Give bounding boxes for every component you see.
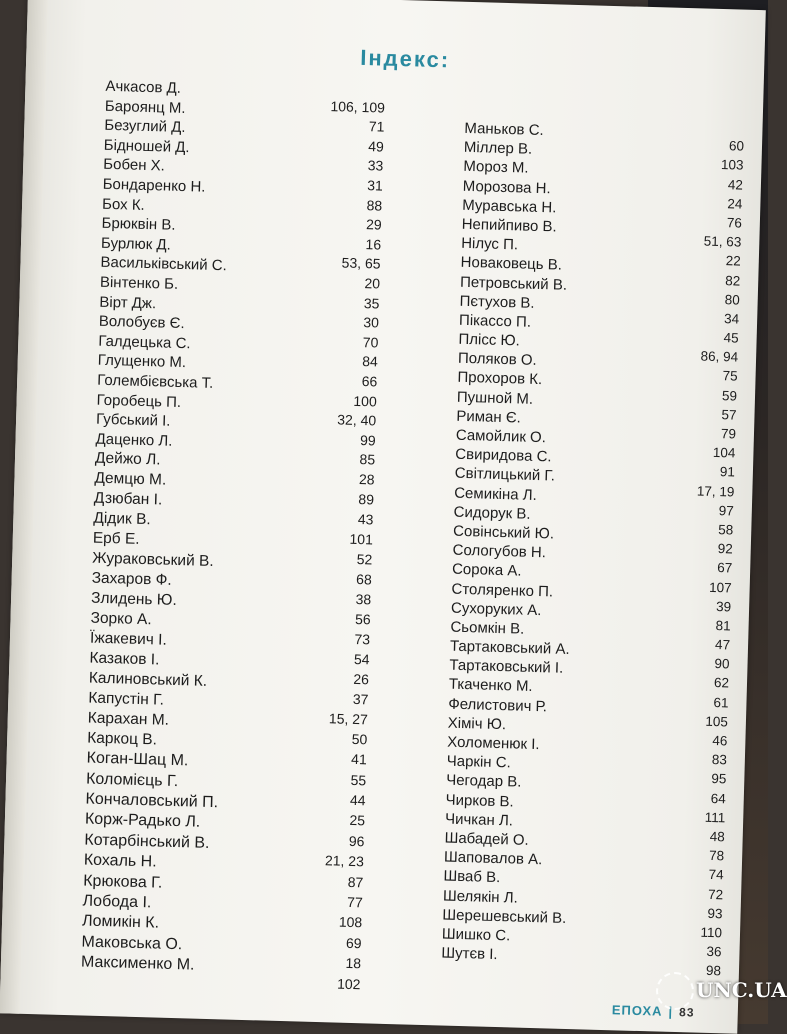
entry-name: Фелистович Р. [448,695,548,715]
entry-name: Вінтенко Б. [99,273,179,293]
entry-name: Калиновський К. [88,669,208,691]
entry-name: Мороз М. [463,158,529,177]
entry-name: Плісс Ю. [458,330,521,350]
entry-pages: 56 [354,611,371,628]
entry-pages: 83 [711,752,728,768]
entry-pages: 99 [359,431,376,449]
entry-pages: 44 [349,791,366,809]
entry-name: Жураковський В. [92,549,214,571]
entry-name: Даценко Л. [95,430,173,450]
entry-pages: 81 [715,617,731,634]
entry-pages: 93 [707,905,723,922]
entry-pages: 79 [720,426,737,442]
entry-name: Шишко С. [441,925,511,945]
entry-pages: 36 [706,943,722,960]
entry-pages: 49 [368,137,385,155]
entry-pages: 20 [364,275,381,292]
index-column-left [80,78,385,1002]
entry-name: Шутєв І. [441,944,498,964]
entry-name: Чичкан Л. [444,810,514,830]
entry-pages: 72 [707,886,724,902]
entry-name: Капустін Г. [88,689,165,709]
entry-name: Лобода І. [82,892,152,912]
entry-pages: 76 [726,215,743,231]
entry-name: Сорока А. [451,560,522,580]
entry-pages: 87 [347,873,364,890]
entry-name: Пікассо П. [458,311,532,331]
entry-pages: 48 [709,828,725,845]
entry-pages: 24 [727,195,743,212]
entry-name: Бароянц М. [104,97,186,117]
entry-pages: 45 [723,330,739,346]
entry-pages: 35 [363,294,380,312]
watermark [656,970,787,1010]
entry-name: Сидорук В. [453,503,531,523]
entry-pages: 34 [723,311,740,327]
entry-name: Кохаль Н. [83,851,157,871]
entry-pages: 42 [727,176,744,193]
entry-name: Бобен Х. [103,156,166,175]
entry-name: Новаковець В. [460,254,563,274]
entry-pages: 82 [725,272,741,289]
entry-pages: 53, 65 [341,254,381,272]
entry-pages: 64 [710,790,727,806]
entry-pages: 95 [711,771,727,787]
entry-name: Пєтухов В. [459,292,535,312]
entry-pages: 52 [356,551,373,568]
entry-name: Дідик В. [93,509,151,529]
entry-pages: 54 [353,651,370,668]
entry-pages: 43 [357,511,374,528]
entry-name: Непийпиво В. [461,215,557,236]
entry-pages: 110 [700,924,723,941]
entry-pages: 18 [345,955,362,972]
entry-pages: 50 [351,731,368,748]
entry-pages: 16 [365,235,382,253]
entry-name: Нілус П. [460,234,519,254]
entry-pages: 58 [718,522,734,538]
entry-name: Самойлик О. [455,426,547,447]
entry-pages: 41 [350,751,367,768]
entry-pages: 108 [338,914,363,931]
entry-name: Горобець П. [96,391,182,411]
entry-pages: 17, 19 [696,483,735,500]
entry-pages: 39 [715,598,732,615]
entry-name: Каркоц В. [86,729,158,749]
entry-name: Глущенко М. [97,351,187,372]
entry-name: Свиридова С. [455,445,552,466]
entry-pages: 80 [724,291,740,308]
entry-pages: 89 [358,491,375,508]
entry-pages: 92 [717,541,733,557]
entry-name: Кончаловський П. [85,790,219,812]
entry-name: Бідношей Д. [103,136,190,156]
entry-pages: 101 [349,531,374,548]
entry-name: Морозова Н. [462,177,551,197]
watermark-text: UNC.UA [696,978,787,1002]
entry-name: Котарбінський В. [84,831,210,852]
entry-pages: 97 [718,502,735,519]
entry-name: Галдецька С. [98,332,191,352]
entry-name: Вірт Дж. [99,293,157,312]
entry-pages: 88 [366,196,383,214]
entry-pages: 30 [363,314,380,331]
entry-name: Шелякін Л. [442,887,519,907]
entry-pages: 111 [704,809,726,826]
entry-name: Дзюбан І. [93,489,163,509]
entry-pages: 73 [354,631,371,648]
entry-pages: 38 [355,591,372,608]
footer-separator: | [668,1003,674,1019]
entry-pages: 31 [366,177,383,194]
entry-pages: 96 [348,832,365,850]
entry-name: Прохоров К. [457,369,543,389]
entry-pages: 67 [716,560,733,576]
entry-pages: 69 [345,934,362,952]
entry-pages: 33 [367,157,384,174]
entry-name: Чегодар В. [445,771,522,792]
entry-name: Корж-Радько Л. [84,810,201,832]
entry-pages: 91 [719,464,736,480]
watermark-logo-icon [656,972,694,1010]
entry-name: Ткаченко М. [448,676,533,696]
entry-pages: 37 [352,691,369,708]
entry-name: Муравська Н. [462,196,557,217]
entry-name: Маковська О. [81,933,183,954]
entry-pages: 102 [336,975,361,992]
entry-name: Шаповалов А. [443,848,543,869]
page-title: Індекс: [359,44,451,73]
entry-name: Казаков І. [89,649,160,669]
entry-pages: 21, 23 [324,852,365,870]
entry-name: Захаров Ф. [91,569,172,590]
entry-name: Коган-Шац М. [86,749,189,770]
entry-pages: 70 [362,333,379,351]
entry-name: Злидень Ю. [90,589,177,610]
entry-name: Поляков О. [457,349,537,370]
entry-pages: 59 [721,387,738,404]
entry-name: Ерб Е. [92,529,140,549]
entry-name: Дейжо Л. [94,449,161,469]
entry-pages: 107 [708,579,732,595]
entry-pages: 105 [705,713,729,730]
index-column-right [441,120,745,991]
page-number: 83 [678,1005,695,1020]
entry-pages: 46 [712,732,728,749]
entry-name: Бурлюк Д. [100,234,172,254]
entry-pages: 71 [368,118,385,135]
entry-pages: 74 [708,867,724,883]
entry-pages: 51, 63 [703,233,742,250]
entry-name: Світлицький Г. [454,465,556,485]
entry-name: Зорко А. [90,609,152,629]
entry-name: Крюкова Г. [83,872,163,892]
entry-pages: 77 [346,893,363,911]
entry-name: Шабадей О. [444,829,529,849]
entry-pages: 15, 27 [328,710,369,728]
entry-name: Їжакевич І. [89,629,167,649]
entry-name: Бондаренко Н. [102,175,206,196]
entry-name: Тартаковський І. [449,656,564,678]
entry-name: Хіміч Ю. [447,714,507,734]
entry-name: Волобуєв Є. [98,312,185,333]
entry-pages: 55 [350,771,367,789]
entry-name: Карахан М. [87,709,170,730]
entry-pages: 57 [721,406,737,423]
entry-name: Тартаковський А. [449,637,570,659]
entry-name: Ачкасов Д. [105,77,182,97]
entry-pages: 103 [720,157,744,173]
entry-name: Коломієць Г. [85,770,179,790]
entry-pages: 90 [714,656,730,672]
entry-name: Демцю М. [94,469,167,489]
entry-name: Риман Є. [456,407,522,427]
entry-name: Голембієвська Т. [96,371,214,392]
entry-name: Сьомкін В. [450,618,525,638]
entry-name: Максименко М. [80,953,195,974]
entry-pages: 78 [708,848,725,864]
entry-name: Шваб В. [443,867,501,887]
entry-name: Совінський Ю. [452,522,555,543]
entry-pages: 75 [722,368,738,384]
entry-name: Сологубов Н. [452,541,547,562]
entry-name: Васильківський С. [100,254,228,275]
entry-name: Пушной М. [456,388,534,408]
entry-name: Міллер В. [463,139,533,158]
page-edge [0,0,48,1014]
entry-name: Столяренко П. [451,580,554,600]
entry-pages: 66 [361,372,378,390]
entry-name: Губський І. [95,410,171,430]
entry-pages: 68 [355,571,372,588]
entry-pages: 61 [713,694,729,711]
entry-name: Чаркін С. [446,752,511,772]
entry-pages: 25 [349,812,366,829]
entry-pages: 106, 109 [330,97,386,116]
entry-name: Бох К. [101,195,145,214]
entry-pages: 100 [353,392,377,409]
entry-name: Брюквін В. [101,214,176,234]
entry-name: Сухоруких А. [450,599,542,619]
entry-pages: 85 [359,451,376,468]
entry-pages: 47 [714,637,731,653]
entry-name: Петровський В. [459,273,568,294]
entry-name: Ломикін К. [81,912,160,933]
entry-pages: 32, 40 [337,411,377,429]
entry-name: Семикіна Л. [453,484,538,504]
entry-pages: 28 [358,471,375,488]
magazine-name: ЕПОХА [611,1002,663,1019]
entry-name: Чирков В. [445,791,514,811]
entry-name: Холоменюк І. [447,733,540,754]
entry-name: Шерешевський В. [442,906,567,927]
entry-pages: 26 [353,671,370,688]
entry-pages: 62 [713,675,730,691]
entry-pages: 60 [728,138,745,154]
entry-pages: 22 [725,253,742,269]
entry-name: Маньков С. [464,119,544,140]
entry-pages: 29 [365,216,382,233]
entry-pages: 98 [705,963,722,979]
entry-pages: 86, 94 [700,348,739,365]
entry-pages: 104 [712,445,736,461]
entry-name: Безуглий Д. [104,116,186,137]
entry-pages: 84 [362,353,379,370]
